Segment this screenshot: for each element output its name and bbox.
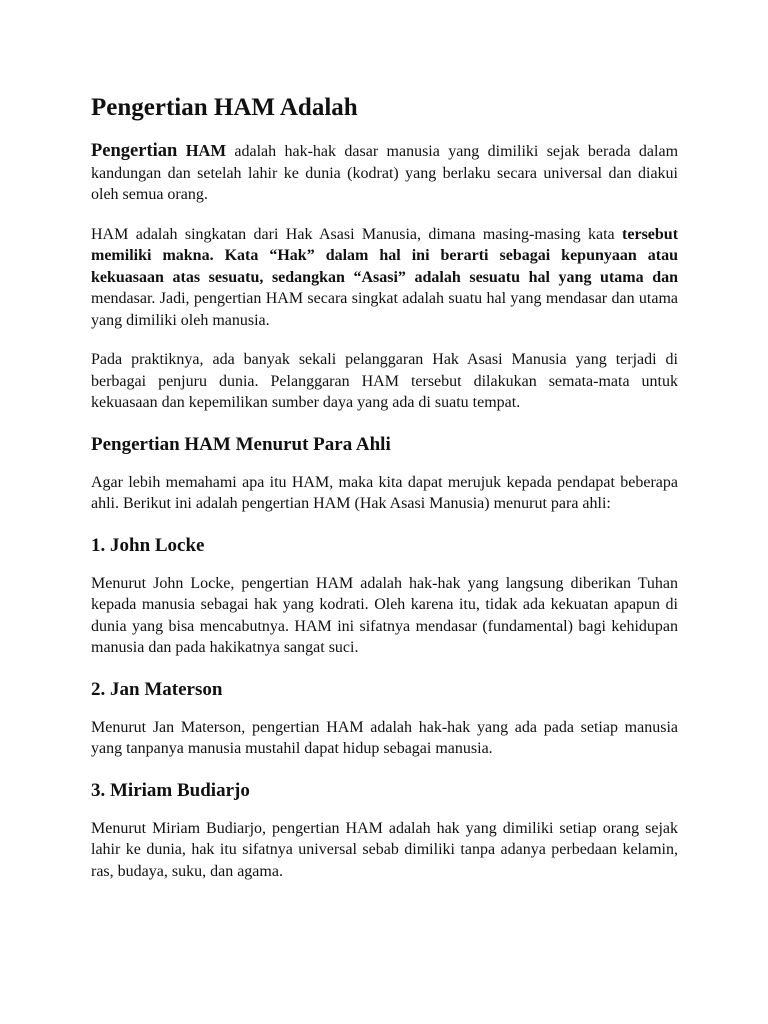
expert-text-miriam-budiarjo: Menurut Miriam Budiarjo, pengertian HAM adalah hak yang dimiliki setiap orang sejak lahir ke dunia, hak itu sifatnya universal sebab dimiliki tanpa adanya perbedaan kelamin, ras, budaya, suku, dan agama. [91,819,678,880]
page-title: Pengertian HAM Adalah [91,94,358,121]
definition-paragraph [91,224,678,332]
intro-lead-ham: HAM [185,141,227,160]
intro-lead-word: Pengertian [91,141,178,161]
expert-text-john-locke: Menurut John Locke, pengertian HAM adalah hak-hak yang langsung diberikan Tuhan kepada manusia sebagai hak yang kodrati. Oleh karena itu, tidak ada kekuatan apapun di dunia yang bisa mencabutnya. HAM ini sifatnya mendasar (fundamental) bagi kehidupan manusia dan pada hakikatnya sangat suci. [91,574,678,656]
definition-text-part3: mendasar. Jadi, pengertian HAM secara singkat adalah suatu hal yang mendasar dan utama yang dimiliki oleh manusia. [91,290,678,329]
expert-heading-miriam-budiarjo: 3. Miriam Budiarjo [91,779,250,801]
intro-text: adalah hak-hak dasar manusia yang dimiliki sejak berada dalam kandungan dan setelah lahir ke dunia (kodrat) yang berlaku secara universal dan diakui oleh semua orang. [91,143,679,203]
expert-text-jan-materson: Menurut Jan Materson, pengertian HAM adalah hak-hak yang ada pada setiap manusia yang tanpanya manusia mustahil dapat hidup sebagai manusia. [91,718,678,757]
intro-paragraph [91,140,678,206]
section-heading: Pengertian HAM Menurut Para Ahli [91,433,391,455]
practice-paragraph: Pada praktiknya, ada banyak sekali pelanggaran Hak Asasi Manusia yang terjadi di berbagai penjuru dunia. Pelanggaran HAM tersebut dilakukan semata-mata untuk kekuasaan dan kepemilikan sumber daya yang ada di suatu tempat. [91,351,678,411]
definition-text-part1: HAM adalah singkatan dari Hak Asasi Manusia, dimana masing-masing kata [91,225,615,243]
section-intro-paragraph: Agar lebih memahami apa itu HAM, maka kita dapat merujuk kepada pendapat beberapa ahli. Berikut ini adalah pengertian HAM (Hak Asasi Manusia) menurut para ahli: [91,473,678,512]
document-page [91,92,678,900]
expert-heading-jan-materson: 2. Jan Materson [91,678,223,700]
expert-heading-john-locke: 1. John Locke [91,534,205,556]
definition-text-bold: tersebut memiliki makna. Kata “Hak” dalam hal ini berarti sebagai kepunyaan atau kekuasaan atas sesuatu, sedangkan “Asasi” adalah sesuatu hal yang utama dan [91,225,679,286]
